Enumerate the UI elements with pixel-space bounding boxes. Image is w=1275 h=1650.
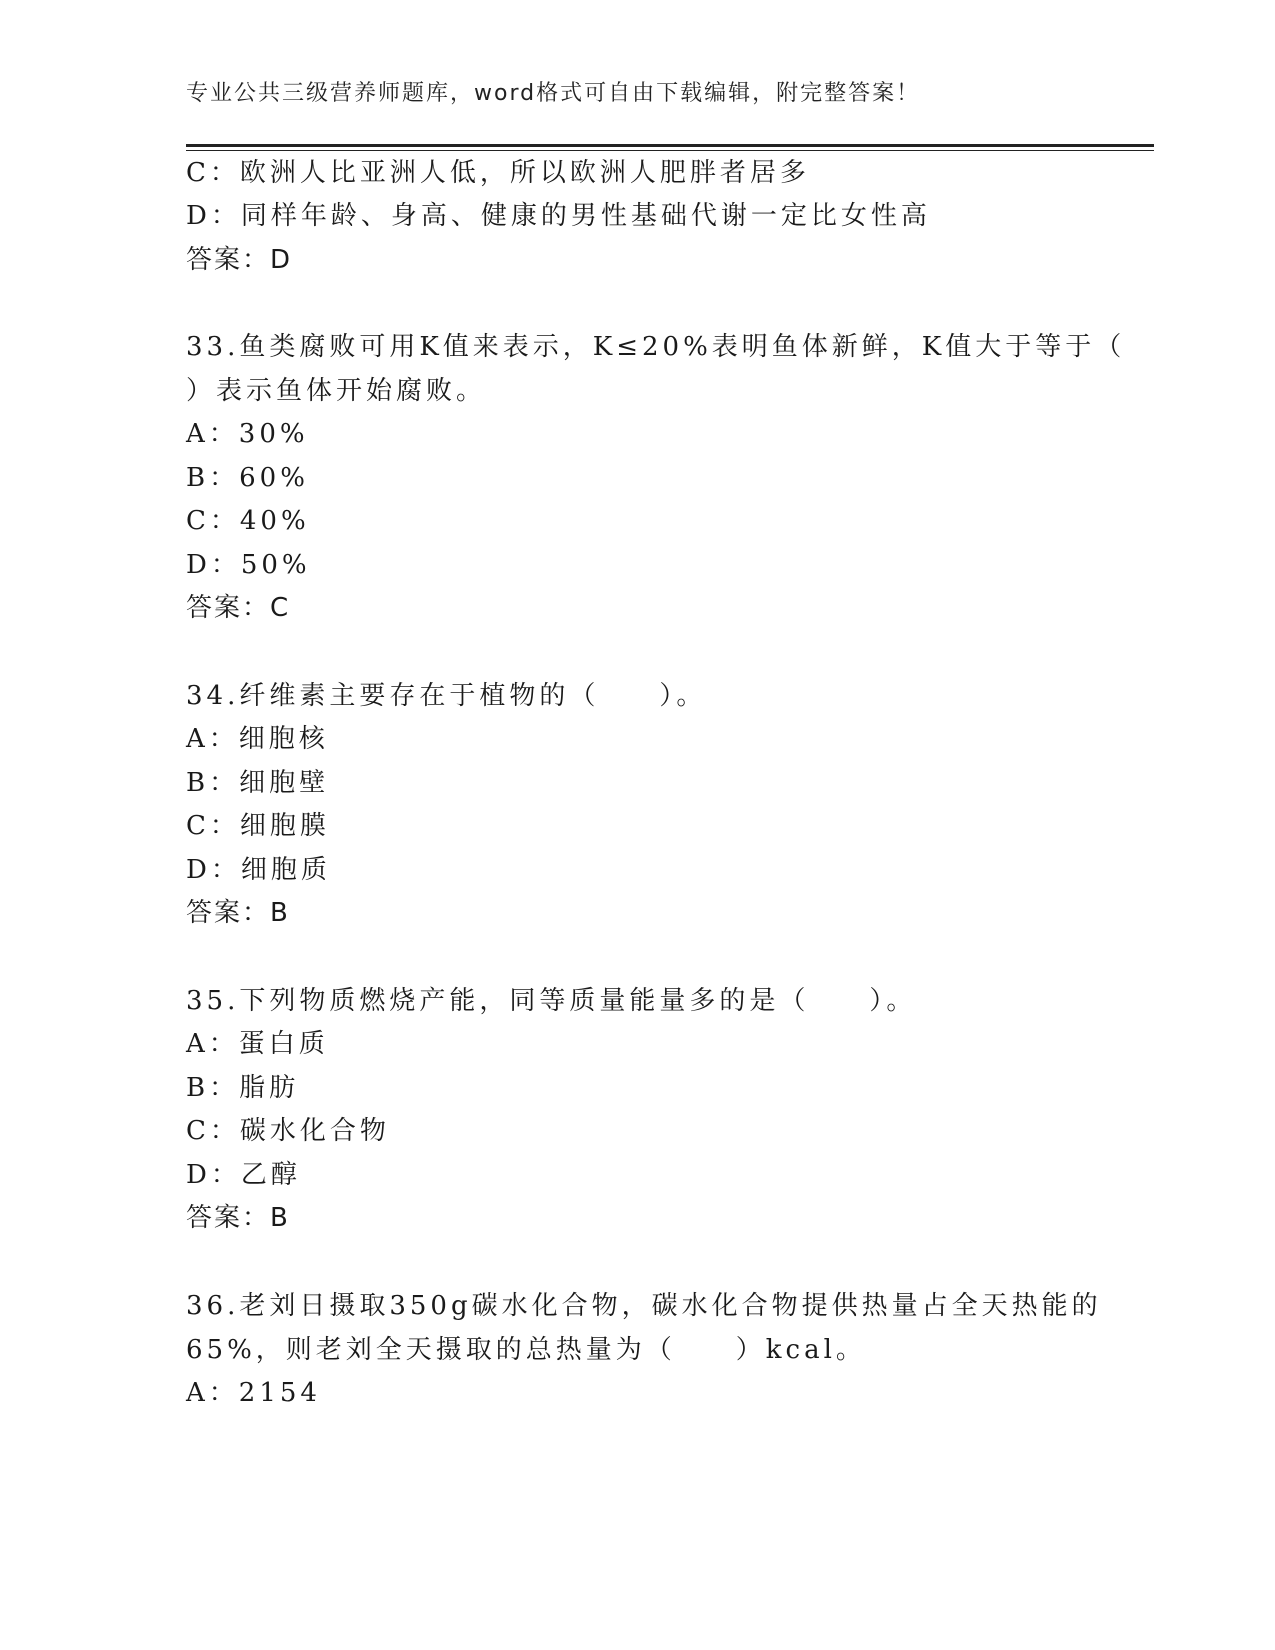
page-header: 专业公共三级营养师题库，word格式可自由下载编辑，附完整答案！: [186, 81, 921, 106]
header-rule-thick: [186, 144, 1154, 147]
q33-option-c: C：40%: [186, 506, 310, 536]
prev-answer: 答案：D: [186, 245, 293, 275]
header-rule-thin: [186, 150, 1154, 151]
q33-option-a: A：30%: [186, 419, 309, 449]
q36-stem-line1: 36.老刘日摄取350g碳水化合物，碳水化合物提供热量占全天热能的: [186, 1291, 1102, 1321]
q33-stem-line2: ）表示鱼体开始腐败。: [186, 376, 487, 406]
q35-stem: 35.下列物质燃烧产能，同等质量能量多的是（ ）。: [186, 986, 917, 1016]
q34-option-a: A：细胞核: [186, 724, 329, 754]
q35-option-d: D：乙醇: [186, 1160, 301, 1190]
q35-answer: 答案：B: [186, 1203, 290, 1233]
prev-option-d: D：同样年龄、身高、健康的男性基础代谢一定比女性高: [186, 201, 931, 231]
q35-option-b: B：脂肪: [186, 1073, 300, 1103]
q34-option-d: D：细胞质: [186, 855, 331, 885]
q34-answer: 答案：B: [186, 898, 290, 928]
q35-option-c: C：碳水化合物: [186, 1116, 390, 1146]
q33-stem-line1: 33.鱼类腐败可用K值来表示，K≤20%表明鱼体新鲜，K值大于等于（: [186, 332, 1126, 362]
q36-stem-line2: 65%，则老刘全天摄取的总热量为（ ）kcal。: [186, 1335, 866, 1365]
q34-stem: 34.纤维素主要存在于植物的（ ）。: [186, 681, 707, 711]
prev-option-c: C：欧洲人比亚洲人低，所以欧洲人肥胖者居多: [186, 158, 810, 188]
q36-option-a: A：2154: [186, 1378, 321, 1408]
q34-option-c: C：细胞膜: [186, 811, 330, 841]
q35-option-a: A：蛋白质: [186, 1029, 329, 1059]
q33-option-b: B：60%: [186, 463, 309, 493]
q34-option-b: B：细胞壁: [186, 768, 330, 798]
q33-option-d: D：50%: [186, 550, 311, 580]
q33-answer: 答案：C: [186, 593, 291, 623]
